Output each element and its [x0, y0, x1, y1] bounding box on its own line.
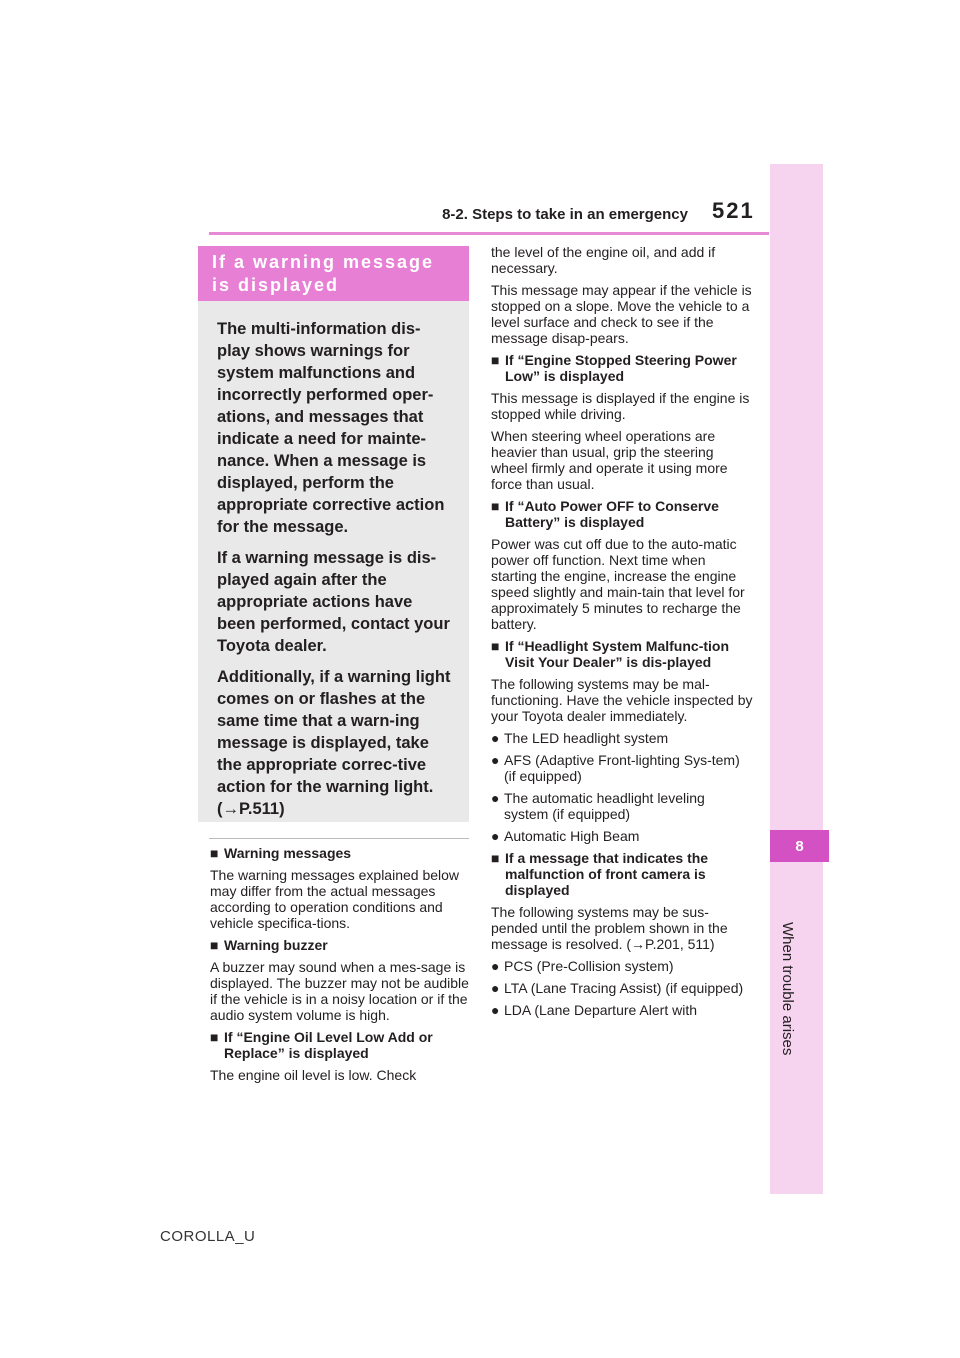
box-title-line1: If a warning message	[212, 252, 435, 272]
list-item: ● The automatic headlight leveling system (if equipped)	[491, 790, 705, 822]
intro-paragraph: The multi-information dis-play shows warnings for system malfunctions and incorrectly performed oper-ations, and messages that indicate a need for mainte-nance. When a message is displayed, perform the appropriate corrective action for the message.	[217, 320, 445, 536]
box-title-line2: is displayed	[212, 275, 340, 295]
square-bullet-icon: ■	[491, 850, 500, 866]
right-column	[491, 244, 753, 1024]
square-bullet-icon: ■	[491, 498, 500, 514]
section-heading: ■ Warning messages	[210, 845, 352, 861]
body-text: This message is displayed if the engine is stopped while driving.	[491, 390, 750, 422]
intro-box	[198, 301, 469, 822]
chapter-number-badge[interactable]: 8	[770, 830, 829, 862]
body-text: The following systems may be mal-functioning. Have the vehicle inspected by your Toyota dealer immediately.	[491, 676, 753, 724]
list-item: ● LTA (Lane Tracing Assist) (if equipped)	[491, 980, 744, 996]
intro-paragraph: If a warning message is dis-played again after the appropriate actions have been performed, contact your Toyota dealer.	[217, 549, 450, 655]
list-item: ● PCS (Pre-Collision system)	[491, 958, 674, 974]
body-text: the level of the engine oil, and add if necessary.	[491, 244, 716, 276]
section-heading: ■ If a message that indicates the malfunction of front camera is displayed	[491, 850, 709, 898]
round-bullet-icon: ●	[491, 752, 500, 768]
square-bullet-icon: ■	[210, 937, 219, 953]
list-item: ● AFS (Adaptive Front-lighting Sys-tem) (if equipped)	[491, 752, 740, 784]
body-text: When steering wheel operations are heavier than usual, grip the steering wheel firmly and operate it using more force than usual.	[491, 428, 728, 492]
body-text: The engine oil level is low. Check	[210, 1067, 417, 1083]
square-bullet-icon: ■	[491, 352, 500, 368]
square-bullet-icon: ■	[491, 638, 500, 654]
round-bullet-icon: ●	[491, 730, 500, 746]
round-bullet-icon: ●	[491, 1002, 500, 1018]
list-item: ● Automatic High Beam	[491, 828, 640, 844]
box-title	[198, 246, 469, 301]
list-item: ● The LED headlight system	[491, 730, 669, 746]
body-text-crossref[interactable]: The following systems may be sus-pended until the problem shown in the message is resolved. (→P.201, 511)	[491, 904, 728, 952]
list-item: ● LDA (Lane Departure Alert with	[491, 1002, 697, 1018]
section-title: 8-2. Steps to take in an emergency	[442, 206, 688, 223]
page-number: 521	[712, 198, 755, 223]
body-text: This message may appear if the vehicle is stopped on a slope. Move the vehicle to a level surface and check to see if the message disap-pears.	[491, 282, 752, 346]
round-bullet-icon: ●	[491, 980, 500, 996]
section-heading: ■ If “Engine Stopped Steering Power Low” is displayed	[491, 352, 737, 384]
intro-paragraph-crossref[interactable]: Additionally, if a warning light comes on or flashes at the same time that a warn-ing message is displayed, take the appropriate correc-tive action for the warning light. (→P.511)	[217, 668, 451, 818]
chapter-title[interactable]: When trouble arises	[779, 922, 796, 1056]
body-text: A buzzer may sound when a mes-sage is displayed. The buzzer may not be audible if the vehicle is in a noisy location or if the audio system volume is high.	[210, 959, 469, 1023]
section-heading: ■ If “Auto Power OFF to Conserve Battery” is displayed	[491, 498, 719, 530]
body-text: Power was cut off due to the auto-matic power off function. Next time when starting the engine, increase the engine speed slightly and main-tain that level for approximately 5 minutes to recharge the battery.	[491, 536, 745, 632]
square-bullet-icon: ■	[210, 845, 219, 861]
body-text: The warning messages explained below may differ from the actual messages according to operation conditions and vehicle specifica-tions.	[210, 867, 460, 931]
side-chapter-tab	[770, 164, 823, 1194]
section-heading: ■ Warning buzzer	[210, 937, 328, 953]
square-bullet-icon: ■	[210, 1029, 219, 1045]
header-divider	[209, 232, 769, 235]
round-bullet-icon: ●	[491, 958, 500, 974]
left-column	[210, 845, 470, 1089]
section-heading: ■ If “Engine Oil Level Low Add or Replace” is displayed	[210, 1029, 433, 1061]
round-bullet-icon: ●	[491, 790, 500, 806]
section-heading: ■ If “Headlight System Malfunc-tion Visit Your Dealer” is dis-played	[491, 638, 730, 670]
box-divider	[209, 838, 469, 839]
footer-model-label: COROLLA_U	[160, 1228, 256, 1245]
round-bullet-icon: ●	[491, 828, 500, 844]
